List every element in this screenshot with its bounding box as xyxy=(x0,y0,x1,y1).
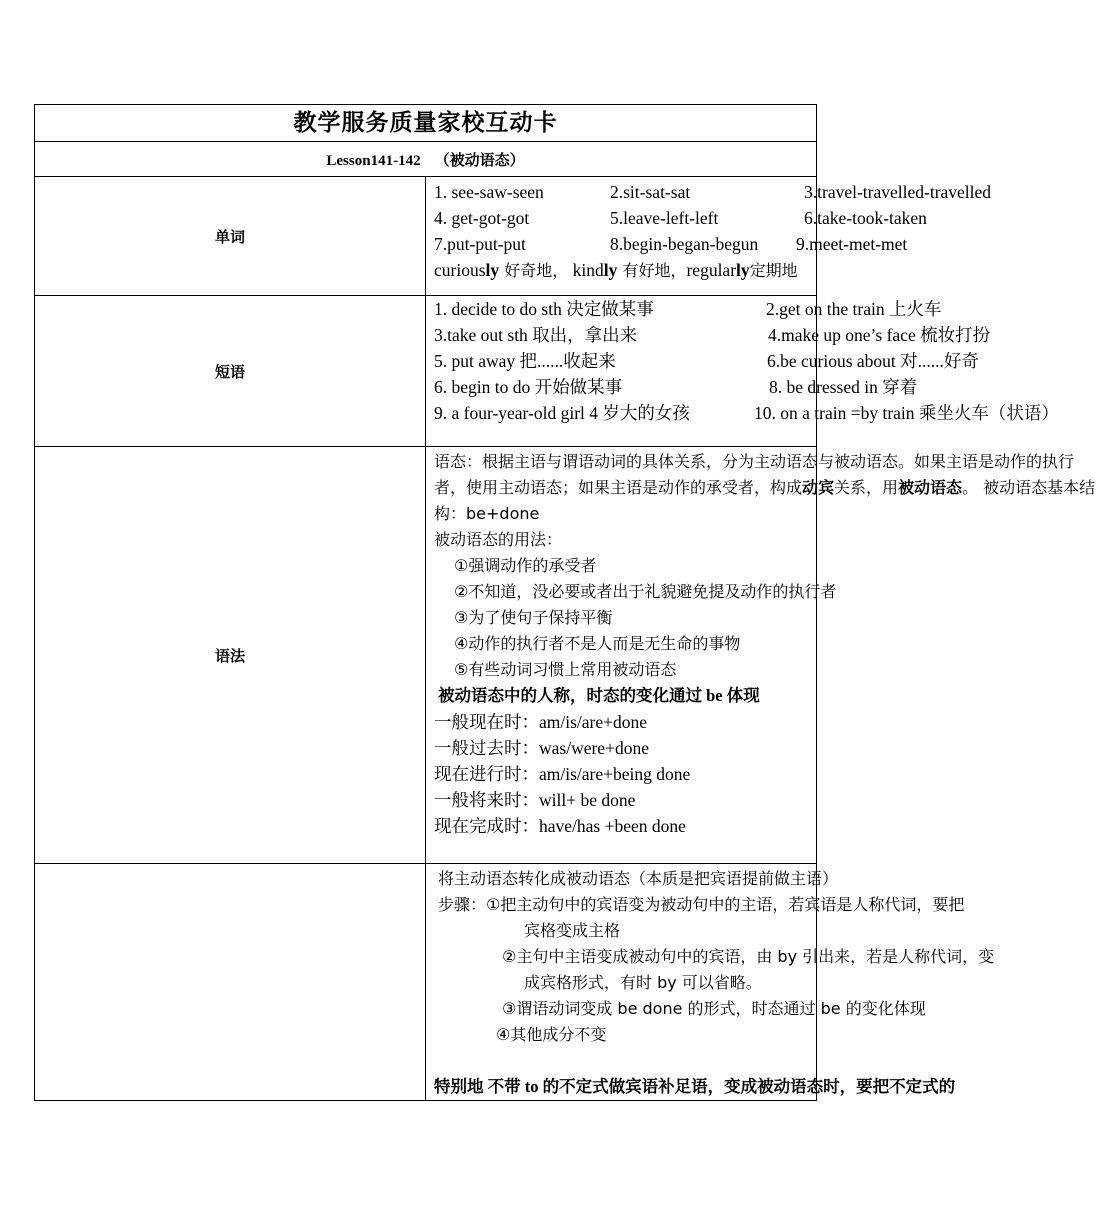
phrase-item: 1. decide to do sth 决定做某事 xyxy=(434,299,654,319)
lesson-cell xyxy=(35,142,817,177)
vocab-line xyxy=(434,179,992,205)
usage-item: ①强调动作的承受者 xyxy=(454,556,597,575)
lesson-topic: （被动语态） xyxy=(434,152,525,169)
phrase-item: 6.be curious about 对......好奇 xyxy=(767,351,979,371)
vocab-label: 单词 xyxy=(35,177,426,296)
conversion-content xyxy=(426,864,995,1101)
usage-item: ③为了使句子保持平衡 xyxy=(454,608,613,627)
phrase-line xyxy=(434,322,991,348)
conversion-step-cont: 宾格变成主格 xyxy=(524,921,621,940)
tense-item: 一般过去时：was/were+done xyxy=(434,738,649,758)
usage-item: ④动作的执行者不是人而是无生命的事物 xyxy=(454,634,741,653)
tense-item: 一般将来时：will+ be done xyxy=(434,790,636,810)
vocab-word: 8.begin-began-begun xyxy=(610,234,759,254)
phrase-line xyxy=(434,348,979,374)
tense-item: 现在进行时：am/is/are+being done xyxy=(434,764,691,784)
vocab-word: 1. see-saw-seen xyxy=(434,182,544,202)
vocab-word: 6.take-took-taken xyxy=(804,208,927,228)
phrase-line xyxy=(434,296,942,322)
intro-bold: 被动语态 xyxy=(898,478,963,497)
phrase-content xyxy=(426,296,1059,447)
phrase-item: 8. be dressed in 穿着 xyxy=(769,377,918,397)
adverb: regular xyxy=(686,260,737,280)
conversion-step: ②主句中主语变成被动句中的宾语，由 by 引出来，若是人称代词，变 xyxy=(502,947,995,966)
intro-text: 关系，用 xyxy=(834,478,899,497)
vocab-line xyxy=(434,231,908,257)
phrase-label: 短语 xyxy=(35,296,426,447)
vocab-word: 4. get-got-got xyxy=(434,208,530,228)
phrase-item: 6. begin to do 开始做某事 xyxy=(434,377,623,397)
conversion-title: 将主动语态转化成被动语态（本质是把宾语提前做主语） xyxy=(438,869,839,888)
lesson-code: Lesson141-142 xyxy=(326,152,421,169)
conversion-label xyxy=(35,864,426,1101)
adverb-meaning: 好奇地， xyxy=(499,261,569,280)
vocab-word: 5.leave-left-left xyxy=(610,208,719,228)
vocab-line xyxy=(434,205,927,231)
vocab-content xyxy=(426,177,992,296)
vocab-word: 2.sit-sat-sat xyxy=(610,182,691,202)
adverb-suffix: ly xyxy=(485,260,500,280)
interaction-card-table xyxy=(34,104,1096,1101)
conversion-step: ④其他成分不变 xyxy=(496,1025,607,1044)
vocab-word: 3.travel-travelled-travelled xyxy=(804,182,992,202)
phrase-item: 5. put away 把......收起来 xyxy=(434,351,616,371)
conversion-step: 步骤：①把主动句中的宾语变为被动句中的主语，若宾语是人称代词，要把 xyxy=(438,895,965,914)
tense-item: 一般现在时：am/is/are+done xyxy=(434,712,648,732)
conversion-step: ③谓语动词变成 be done 的形式，时态通过 be 的变化体现 xyxy=(502,999,926,1018)
grammar-content xyxy=(426,447,1096,864)
adverbs-line xyxy=(434,257,808,283)
adverb-meaning: 有好地， xyxy=(617,261,687,280)
adverb-suffix: ly xyxy=(603,260,618,280)
phrase-item: 4.make up one’s face 梳妆打扮 xyxy=(768,325,991,345)
intro-text: 语态：根据主语与谓语动词的具体关系，分为主动语态与被动语态。如果主语是动作的执行者，使用主动语态；如果主语是动作的承受者，构成 xyxy=(434,452,1075,497)
bold-note: 被动语态中的人称，时态的变化通过 be 体现 xyxy=(438,686,760,705)
vocab-word: 9.meet-met-met xyxy=(796,234,908,254)
usage-title: 被动语态的用法： xyxy=(434,530,563,549)
phrase-item: 3.take out sth 取出，拿出来 xyxy=(434,325,638,345)
usage-item: ⑤有些动词习惯上常用被动语态 xyxy=(454,660,677,679)
adverb: curious xyxy=(434,260,486,280)
adverb: kind xyxy=(572,260,604,280)
phrase-line xyxy=(434,374,918,400)
grammar-label: 语法 xyxy=(35,447,426,864)
phrase-item: 10. on a train =by train 乘坐火车（状语） xyxy=(754,403,1059,423)
blank-line xyxy=(438,1048,808,1074)
special-note: 特别地 不带 to 的不定式做宾语补足语，变成被动语态时，要把不定式的 xyxy=(434,1077,956,1096)
tense-item: 现在完成时：have/has +been done xyxy=(434,816,686,836)
phrase-item: 9. a four-year-old girl 4 岁大的女孩 xyxy=(434,403,690,423)
intro-bold: 动宾 xyxy=(802,478,835,497)
conversion-step-cont: 成宾格形式，有时 by 可以省略。 xyxy=(524,973,762,992)
grammar-intro xyxy=(434,449,1104,527)
adverb-meaning: 定期地 xyxy=(749,261,798,280)
phrase-line xyxy=(434,400,1059,426)
adverb-suffix: ly xyxy=(736,260,750,280)
card-title: 教学服务质量家校互动卡 xyxy=(293,110,558,136)
vocab-word: 7.put-put-put xyxy=(434,234,526,254)
intro-text: 。 被动语态基本结构：be+done xyxy=(434,478,1096,523)
phrase-item: 2.get on the train 上火车 xyxy=(766,299,942,319)
usage-item: ②不知道，没必要或者出于礼貌避免提及动作的执行者 xyxy=(454,582,837,601)
title-cell xyxy=(35,105,817,142)
